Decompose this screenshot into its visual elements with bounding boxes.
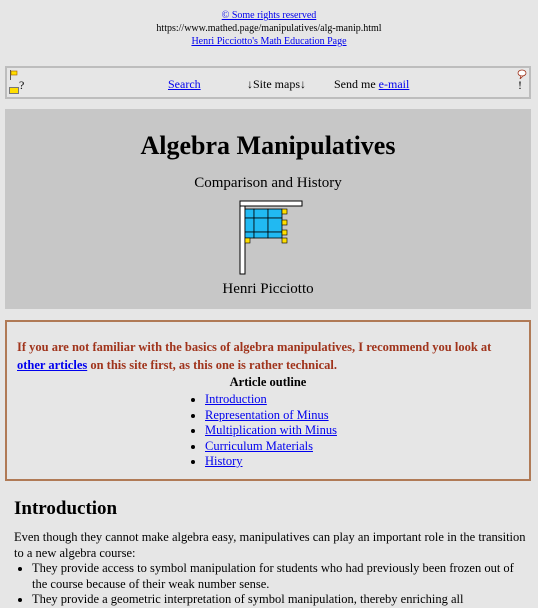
sitemaps-label[interactable]: ↓Site maps↓ — [247, 77, 306, 91]
introduction-bullets — [14, 561, 529, 608]
exclamation-mark[interactable]: ! — [518, 78, 522, 92]
outline-item — [205, 423, 337, 439]
outline-item — [205, 439, 337, 455]
home-link[interactable]: Henri Picciotto's Math Education Page — [191, 36, 347, 47]
technical-warning — [17, 338, 517, 374]
algebra-tiles-logo-icon — [234, 200, 304, 276]
hero-banner — [5, 109, 531, 309]
outline-link-introduction[interactable]: Introduction — [205, 392, 267, 406]
send-email — [334, 77, 409, 92]
page-title: Algebra Manipulatives — [140, 131, 396, 160]
outline-list — [177, 392, 337, 470]
outline-item — [205, 408, 337, 424]
navbar — [5, 66, 531, 99]
send-me-label: Send me — [334, 77, 379, 91]
outline-link-history[interactable]: History — [205, 454, 243, 468]
rights-link[interactable]: © Some rights reserved — [221, 10, 317, 21]
flag-icon[interactable] — [9, 70, 19, 80]
author-name: Henri Picciotto — [222, 281, 314, 297]
list-item: • They provide access to symbol manipulation for students who had previously been frozen out of the course because of their weak number sense. — [32, 561, 529, 592]
list-item: • They provide a geometric interpretation of symbol manipulation, thereby enriching all — [32, 592, 529, 608]
warning-text-after: on this site first, as this one is rather technical. — [87, 358, 337, 372]
page-subtitle: Comparison and History — [194, 175, 342, 191]
search-link[interactable]: Search — [168, 77, 201, 91]
warning-text-before: If you are not familiar with the basics of algebra manipulatives, I recommend you look at — [17, 340, 492, 354]
outline-link-multiplication-with-minus[interactable]: Multiplication with Minus — [205, 423, 337, 437]
notice-box — [5, 320, 531, 481]
outline-link-curriculum-materials[interactable]: Curriculum Materials — [205, 438, 313, 453]
outline-link-representation-of-minus[interactable]: Representation of Minus — [205, 407, 329, 422]
introduction-section — [14, 498, 529, 608]
outline-item — [205, 392, 337, 408]
outline-title: Article outline — [229, 375, 307, 389]
introduction-heading: Introduction — [14, 498, 118, 519]
tiles-icon[interactable] — [9, 87, 19, 94]
outline-item — [205, 454, 337, 470]
email-link[interactable]: e-mail — [378, 77, 410, 91]
introduction-paragraph: Even though they cannot make algebra easy, manipulatives can play an important role in the transition to a new algebra course: — [14, 530, 526, 560]
help-mark[interactable]: ? — [19, 78, 25, 92]
other-articles-link[interactable]: other articles — [17, 358, 88, 372]
top-links — [0, 0, 538, 48]
page-url: https://www.mathed.page/manipulatives/alg-manip.html — [156, 23, 382, 34]
